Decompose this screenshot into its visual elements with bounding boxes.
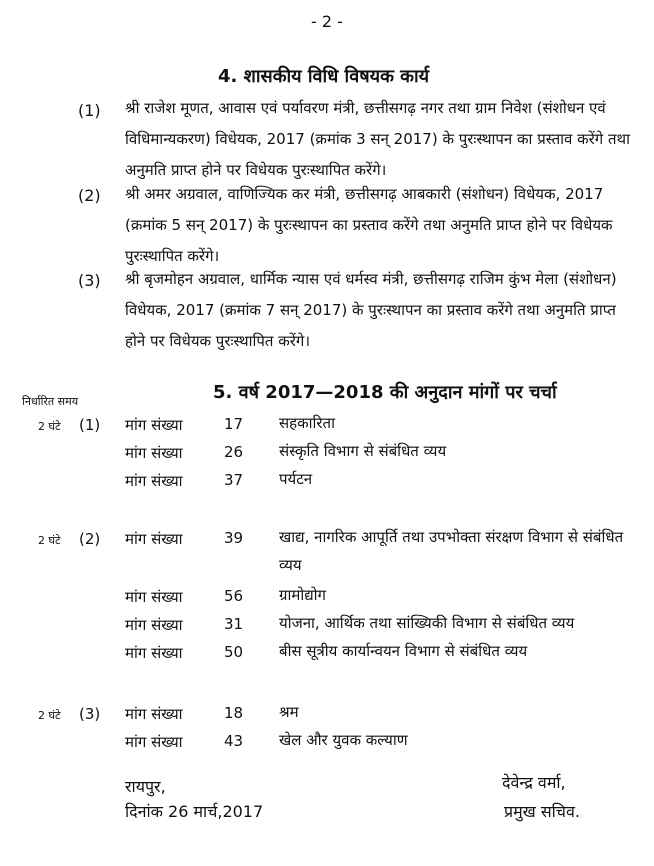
demand-subject: योजना, आर्थिक तथा सांख्यिकी विभाग से संबंधित व्यय bbox=[279, 614, 575, 632]
item-number: (1) bbox=[78, 101, 101, 120]
demand-subject: सहकारिता bbox=[279, 414, 335, 432]
date: दिनांक 26 मार्च,2017 bbox=[125, 802, 264, 821]
item-text: श्री अमर अग्रवाल, वाणिज्यिक कर मंत्री, छत्तीसगढ़ आबकारी (संशोधन) विधेयक, 2017 (क्रमांक 5 सन् 2017) के पुरःस्थापन का प्रस्ताव करेंगे तथा अनुमति प्राप्त होने पर विधेयक पुरःस्थापित करेंगे। bbox=[125, 185, 613, 265]
group-number: (1) bbox=[79, 416, 101, 434]
demand-subject: ग्रामोद्योग bbox=[279, 586, 326, 604]
demand-number: 39 bbox=[224, 529, 244, 547]
demand-number: 43 bbox=[224, 732, 244, 750]
signatory-name: देवेन्द्र वर्मा, bbox=[502, 773, 566, 792]
section-4-title: 4. शासकीय विधि विषयक कार्य bbox=[218, 66, 430, 87]
demand-number: 37 bbox=[224, 471, 244, 489]
demand-label: मांग संख्या bbox=[125, 588, 183, 606]
demand-number: 56 bbox=[224, 587, 244, 605]
section-5-title: 5. वर्ष 2017—2018 की अनुदान मांगों पर चर्चा bbox=[213, 382, 557, 403]
schedule-label: निर्धारित समय bbox=[22, 395, 79, 408]
demand-subject: पर्यटन bbox=[279, 470, 313, 488]
group-number: (2) bbox=[79, 530, 101, 548]
demand-label: मांग संख्या bbox=[125, 472, 183, 490]
demand-subject: संस्कृति विभाग से संबंधित व्यय bbox=[279, 442, 447, 460]
demand-label: मांग संख्या bbox=[125, 644, 183, 662]
demand-number: 17 bbox=[224, 415, 244, 433]
demand-subject: खेल और युवक कल्याण bbox=[279, 731, 408, 749]
place: रायपुर, bbox=[125, 777, 166, 796]
demand-subject: बीस सूत्रीय कार्यान्वयन विभाग से संबंधित व्यय bbox=[279, 642, 528, 660]
signatory-title: प्रमुख सचिव. bbox=[504, 802, 580, 821]
item-number: (2) bbox=[78, 186, 101, 205]
group-number: (3) bbox=[79, 705, 101, 723]
demand-subject: खाद्य, नागरिक आपूर्ति तथा उपभोक्ता संरक्षण विभाग से संबंधित व्यय bbox=[279, 528, 624, 574]
demand-number: 26 bbox=[224, 443, 244, 461]
duration: 2 घंटे bbox=[38, 534, 61, 547]
demand-label: मांग संख्या bbox=[125, 616, 183, 634]
demand-label: मांग संख्या bbox=[125, 705, 183, 723]
demand-label: मांग संख्या bbox=[125, 416, 183, 434]
demand-label: मांग संख्या bbox=[125, 530, 183, 548]
item-number: (3) bbox=[78, 271, 101, 290]
demand-label: मांग संख्या bbox=[125, 733, 183, 751]
demand-label: मांग संख्या bbox=[125, 444, 183, 462]
demand-number: 31 bbox=[224, 615, 244, 633]
page-number: - 2 - bbox=[311, 12, 343, 31]
duration: 2 घंटे bbox=[38, 709, 61, 722]
demand-number: 18 bbox=[224, 704, 244, 722]
demand-number: 50 bbox=[224, 643, 244, 661]
duration: 2 घंटे bbox=[38, 420, 61, 433]
item-text: श्री बृजमोहन अग्रवाल, धार्मिक न्यास एवं धर्मस्व मंत्री, छत्तीसगढ़ राजिम कुंभ मेला (संशोधन) विधेयक, 2017 (क्रमांक 7 सन् 2017) के पुरःस्थापन का प्रस्ताव करेंगे तथा अनुमति प्राप्त होने पर विधेयक पुरःस्थापित करेंगे। bbox=[125, 270, 617, 350]
demand-subject: श्रम bbox=[279, 703, 299, 721]
item-text: श्री राजेश मूणत, आवास एवं पर्यावरण मंत्री, छत्तीसगढ़ नगर तथा ग्राम निवेश (संशोधन एवं विधिमान्यकरण) विधेयक, 2017 (क्रमांक 3 सन् 2017) के पुरःस्थापन का प्रस्ताव करेंगे तथा अनुमति प्राप्त होने पर विधेयक पुरःस्थापित करेंगे। bbox=[125, 99, 631, 179]
